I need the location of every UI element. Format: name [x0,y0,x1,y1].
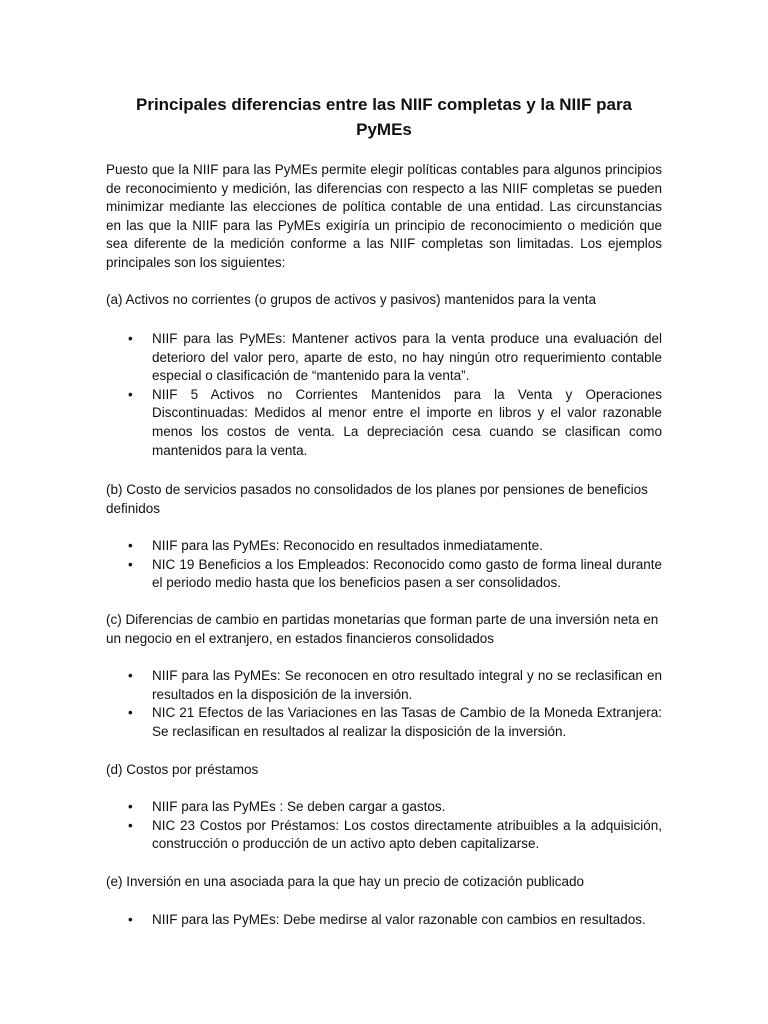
section-b-list [106,537,662,593]
bullet-icon: • [128,705,133,721]
section-c-heading: (c) Diferencias de cambio en partidas monetarias que forman parte de una inversión neta en un negocio en el extranjero, en estados financieros consolidados [106,612,659,646]
list-item [106,911,662,930]
bullet-icon: • [128,538,133,553]
bullet-icon: • [128,386,133,402]
list-item-text: NIIF para las PyMEs: Debe medirse al valor razonable con cambios en resultados. [152,912,646,927]
list-item [106,817,662,854]
list-item-text: NIIF para las PyMEs: Se reconocen en otro resultado integral y no se reclasifican en resultados en la disposición de la inversión. [152,668,662,702]
section-c-list [106,667,662,741]
bullet-icon: • [128,817,133,833]
list-item-text: NIIF 5 Activos no Corrientes Mantenidos para la Venta y Operaciones Discontinuadas: Medidos al menor entre el importe en libros y el valor razonable menos los costos de venta. La depreciación cesa cuando se clasifican como mantenidos para la venta. [152,386,662,458]
intro-paragraph: Puesto que la NIIF para las PyMEs permite elegir políticas contables para algunos principios de reconocimiento y medición, las diferencias con respecto a las NIIF completas se pueden minimizar mediante las elecciones de política contable de una entidad. Las circunstancias en las que la NIIF para las PyMEs exigiría un principio de reconocimiento o medición que sea diferente de la medición conforme a las NIIF completas son limitadas. Los ejemplos principales son los siguientes: [106,162,662,270]
list-item [106,798,662,817]
section-e-heading: (e) Inversión en una asociada para la que hay un precio de cotización publicado [106,874,585,889]
bullet-icon: • [128,556,133,572]
document-title: Principales diferencias entre las NIIF completas y la NIIF para PyMEs [135,95,633,139]
list-item [106,667,662,704]
list-item [106,556,662,593]
list-item-text: NIIF para las PyMEs: Mantener activos para la venta produce una evaluación del deterioro del valor pero, aparte de esto, no hay ningún otro requerimiento contable especial o clasificación de “mantenido para la venta”. [152,331,662,384]
section-a-list [106,330,662,460]
section-b-heading: (b) Costo de servicios pasados no consolidados de los planes por pensiones de beneficios definidos [106,482,648,516]
section-a-heading: (a) Activos no corrientes (o grupos de activos y pasivos) mantenidos para la venta [106,292,596,307]
list-item-text: NIC 19 Beneficios a los Empleados: Reconocido como gasto de forma lineal durante el periodo medio hasta que los beneficios pasen a ser consolidados. [152,556,662,591]
section-d-list [106,798,662,854]
list-item-text: NIC 23 Costos por Préstamos: Los costos directamente atribuibles a la adquisición, construcción o producción de un activo apto deben capitalizarse. [152,817,662,852]
list-item-text: NIIF para las PyMEs: Reconocido en resultados inmediatamente. [152,538,543,553]
list-item [106,386,662,460]
list-item-text: NIIF para las PyMEs : Se deben cargar a gastos. [152,799,446,814]
bullet-icon: • [128,912,133,927]
bullet-icon: • [128,668,133,683]
section-e-list [106,911,662,930]
list-item-text: NIC 21 Efectos de las Variaciones en las Tasas de Cambio de la Moneda Extranjera: Se reclasifican en resultados al realizar la disposición de la inversión. [152,705,662,739]
bullet-icon: • [128,331,133,346]
list-item [106,704,662,741]
list-item [106,330,662,386]
list-item [106,537,662,556]
section-d-heading: (d) Costos por préstamos [106,762,259,777]
bullet-icon: • [128,799,133,814]
